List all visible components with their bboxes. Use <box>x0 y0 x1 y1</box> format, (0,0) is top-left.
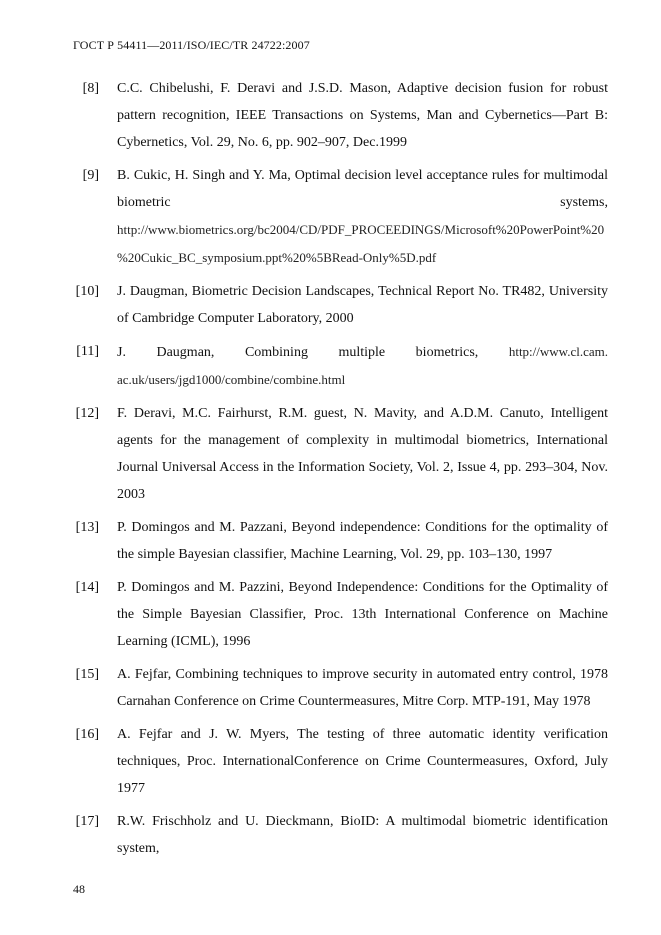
reference-number: [8] <box>82 81 99 96</box>
reference-text: P. Domingos and M. Pazzani, Beyond independence: Conditions for the optimality of the simple Bayesian classifier, Machine Learning, Vol. 29, pp. 103–130, 1997 <box>117 520 608 562</box>
reference-item <box>73 514 608 568</box>
reference-item <box>73 162 608 272</box>
reference-number: [9] <box>82 168 99 183</box>
reference-number: [14] <box>75 580 99 595</box>
reference-text: A. Fejfar and J. W. Myers, The testing of three automatic identity verification techniques, Proc. InternationalConference on Crime Countermeasures, Oxford, July 1977 <box>117 727 608 796</box>
reference-list <box>73 75 608 868</box>
reference-number: [13] <box>75 520 99 535</box>
reference-item <box>73 721 608 802</box>
reference-url[interactable]: http://www.cl.cam. ac.uk/users/jgd1000/combine/combine.html <box>117 344 608 387</box>
reference-item <box>73 75 608 156</box>
reference-item <box>73 808 608 862</box>
reference-number: [17] <box>75 814 99 829</box>
reference-item <box>73 574 608 655</box>
reference-item <box>73 278 608 332</box>
reference-text: C.C. Chibelushi, F. Deravi and J.S.D. Mason, Adaptive decision fusion for robust pattern recognition, IEEE Transactions on Systems, Man and Cybernetics—Part B: Cybernetics, Vol. 29, No. 6, pp. 902–907, Dec.1999 <box>117 81 608 150</box>
reference-text: R.W. Frischholz and U. Dieckmann, BioID: A multimodal biometric identification system, <box>117 814 608 856</box>
reference-number: [10] <box>75 284 99 299</box>
reference-item <box>73 661 608 715</box>
page-number: 48 <box>73 882 85 896</box>
reference-url[interactable]: http://www.biometrics.org/bc2004/CD/PDF_PROCEEDINGS/Microsoft%20PowerPoint%20%20Cukic_BC_symposium.ppt%20%5BRead-Only%5D.pdf <box>117 222 605 265</box>
reference-item <box>73 400 608 508</box>
reference-number: [11] <box>76 344 99 359</box>
reference-text: B. Cukic, H. Singh and Y. Ma, Optimal decision level acceptance rules for multimodal biometric systems, http://www.biometrics.org/bc2004/CD/PDF_PROCEEDINGS/Microsoft%20PowerPoint%20%20Cukic_BC_symposium.ppt%20%5BRead-Only%5D.pdf <box>117 168 608 265</box>
reference-text: J. Daugman, Combining multiple biometrics, http://www.cl.cam. ac.uk/users/jgd1000/combine/combine.html <box>117 344 608 387</box>
reference-item <box>73 338 608 394</box>
reference-text: F. Deravi, M.C. Fairhurst, R.M. guest, N. Mavity, and A.D.M. Canuto, Intelligent agents for the management of complexity in multimodal biometrics, International Journal Universal Access in the Information Society, Vol. 2, Issue 4, pp. 293–304, Nov. 2003 <box>117 406 608 502</box>
reference-number: [16] <box>75 727 99 742</box>
reference-text: J. Daugman, Biometric Decision Landscapes, Technical Report No. TR482, University of Cambridge Computer Laboratory, 2000 <box>117 284 608 326</box>
reference-number: [12] <box>75 406 99 421</box>
reference-number: [15] <box>75 667 99 682</box>
reference-text: P. Domingos and M. Pazzini, Beyond Independence: Conditions for the Optimality of the Simple Bayesian Classifier, Proc. 13th International Conference on Machine Learning (ICML), 1996 <box>117 580 608 649</box>
reference-text: A. Fejfar, Combining techniques to improve security in automated entry control, 1978 Carnahan Conference on Crime Countermeasures, Mitre Corp. MTP-191, May 1978 <box>117 667 608 709</box>
document-header: ГОСТ Р 54411—2011/ISO/IEC/TR 24722:2007 <box>73 38 310 52</box>
